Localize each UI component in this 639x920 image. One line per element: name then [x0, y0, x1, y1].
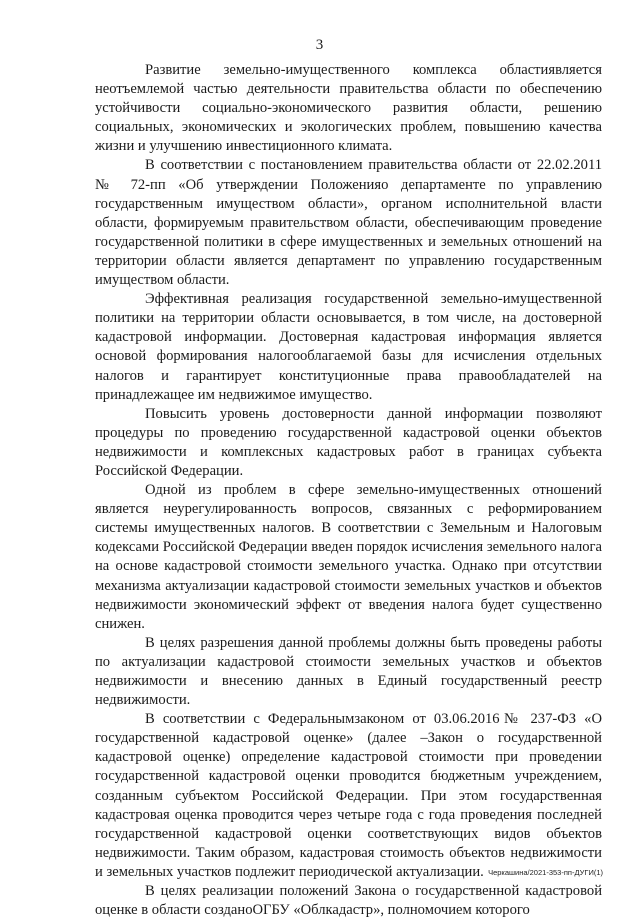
- paragraph: В соответствии с постановлением правительства области от 22.02.2011 № 72-пп «Об утверждении Положенияо департаменте по управлению государственным имуществом области», органом исполнительной власти области, формируемым правительством области, обеспечивающим проведение государственной политики в сфере имущественных и земельных отношений на территории области является департамент по управлению государственным имуществом области.: [95, 157, 602, 289]
- paragraph: В целях разрешения данной проблемы должны быть проведены работы по актуализации кадастровой стоимости земельных участков и объектов недвижимости и внесению данных в Единый государственный реестр недвижимости.: [95, 634, 602, 709]
- paragraph: В целях реализации положений Закона о государственной кадастровой оценке в области созданоОГБУ «Облкадастр», полномочием которого: [95, 883, 602, 919]
- paragraph: Повысить уровень достоверности данной информации позволяют процедуры по проведению государственной кадастровой оценки объектов недвижимости и комплексных кадастровых работ в границах субъекта Российской Федерации.: [95, 405, 602, 479]
- paragraph: Эффективная реализация государственной земельно-имущественной политики на территории области основывается, в том числе, на достоверной кадастровой информации. Достоверная кадастровая информация является основой формирования налогооблагаемой базы для исчисления отдельных налогов и гарантирует конституционные права правообладателей на принадлежащее им недвижимое имущество.: [95, 291, 602, 403]
- paragraph: В соответствии с Федеральнымзаконом от 03.06.2016№ 237-ФЗ «О государственной кадастровой оценке» (далее –Закон о государственной кадастровой оценке) определение кадастровой стоимости при проведении государственной кадастровой оценки проводится бюджетным учреждением, созданным субъектом Российской Федерации. При этом государственная кадастровая оценка проводится через четыре года с года проведения последней государственной кадастровой оценки соответствующих видов объектов недвижимости. Таким образом, кадастровая стоимость объектов недвижимости и земельных участков подлежит периодической актуализации.: [95, 711, 602, 880]
- paragraph: Развитие земельно-имущественного комплекса областиявляется неотъемлемой частью деятельности правительства области по обеспечению устойчивости социально-экономического развития области, решению социальных, экономических и экологических проблем, повышению качества жизни и улучшению инвестиционного климата.: [95, 62, 602, 155]
- footer-document-code: Черкашина/2021-353-пп-ДУГИ(1): [488, 868, 603, 877]
- document-body: [95, 61, 602, 920]
- page-number: 3: [315, 37, 324, 53]
- paragraph: Одной из проблем в сфере земельно-имущественных отношений является неурегулированность вопросов, связанных с реформированием системы имущественных налогов. В соответствии с Земельным и Налоговым кодексами Российской Федерации введен порядок исчисления земельного налога на основе кадастровой стоимости земельного участка. Однако при отсутствии механизма актуализации кадастровой стоимости земельных участков и объектов недвижимости экономический эффект от введения налога будет существенно снижен.: [95, 482, 602, 632]
